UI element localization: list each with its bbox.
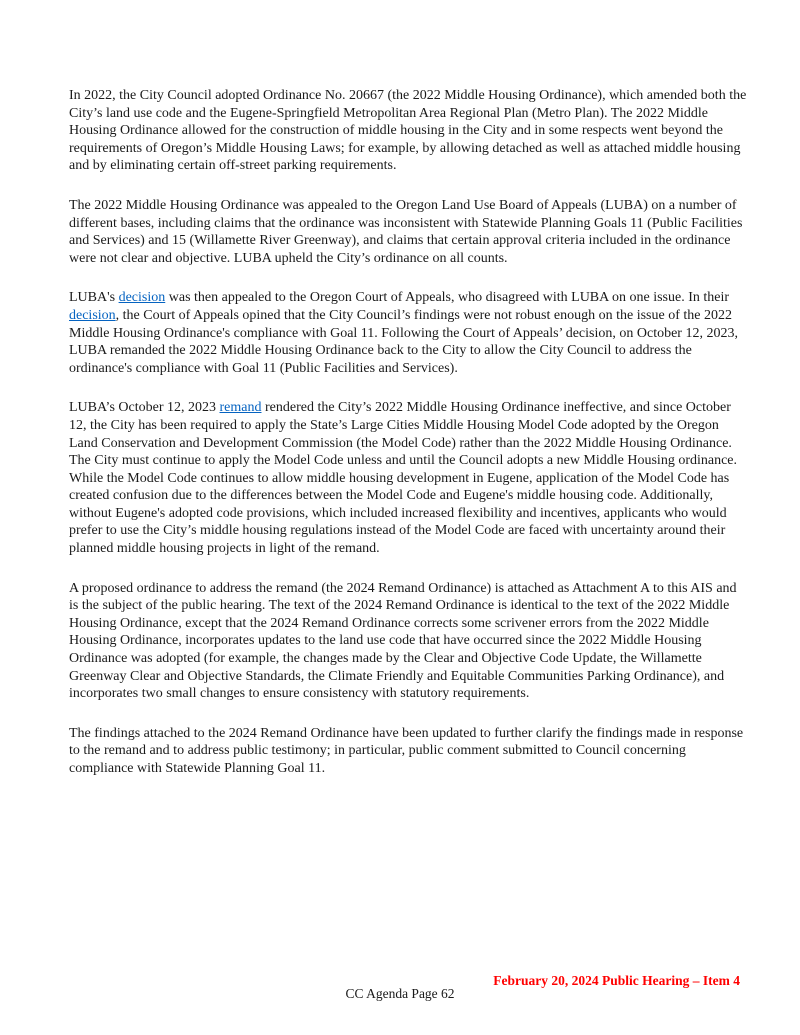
text-run: A proposed ordinance to address the remand (the 2024 Remand Ordinance) is attached as Attachment A to this AIS and is the subject of the public hearing. The text of the 2024 Remand Ordinance is identical to the text of the 2022 Middle Housing Ordinance, except that the 2024 Remand Ordinance corrects some scrivener errors from the 2022 Middle Housing Ordinance, incorporates updates to the land use code that have occurred since the 2022 Middle Housing Ordinance was adopted (for example, the changes made by the Clear and Objective Code Update, the Willamette Greenway Clear and Objective Standards, the Climate Friendly and Equitable Communities Parking Ordinance), and incorporates two small changes to ensure consistency with statutory requirements. bbox=[69, 580, 737, 702]
text-run: The 2022 Middle Housing Ordinance was appealed to the Oregon Land Use Board of Appeals (LUBA) on a number of different bases, including claims that the ordinance was inconsistent with Statewide Planning Goals 11 (Public Facilities and Services) and 15 (Willamette River Greenway), and claims that certain approval criteria included in the ordinance were not clear and objective. LUBA upheld the City’s ordinance on all counts. bbox=[69, 197, 743, 266]
paragraph-5 bbox=[69, 580, 747, 703]
text-run: In 2022, the City Council adopted Ordinance No. 20667 (the 2022 Middle Housing Ordinance), which amended both the City’s land use code and the Eugene-Springfield Metropolitan Area Regional Plan (Metro Plan). The 2022 Middle Housing Ordinance allowed for the construction of middle housing in the City and in some respects went beyond the requirements of Oregon’s Middle Housing Laws; for example, by allowing detached as well as attached middle housing and by eliminating certain off-street parking requirements. bbox=[69, 88, 747, 174]
luba-decision-link[interactable]: decision bbox=[118, 290, 166, 306]
court-of-appeals-decision-link[interactable]: decision bbox=[69, 307, 116, 323]
text-run: was then appealed to the Oregon Court of Appeals, who disagreed with LUBA on one issue. In their bbox=[165, 290, 730, 306]
text-run: , the Court of Appeals opined that the City Council’s findings were not robust enough on the issue of the 2022 Middle Housing Ordinance's compliance with Goal 11. Following the Court of Appeals’ decision, on October 12, 2023, LUBA remanded the 2022 Middle Housing Ordinance back to the City to allow the City Council to address the ordinance's compliance with Goal 11 (Public Facilities and Services). bbox=[69, 307, 738, 376]
text-run: LUBA's bbox=[69, 290, 119, 306]
paragraph-1 bbox=[69, 87, 747, 175]
footer-page-number: CC Agenda Page 62 bbox=[345, 986, 455, 1001]
paragraph-2 bbox=[69, 197, 747, 267]
paragraph-6 bbox=[69, 725, 747, 778]
paragraph-4 bbox=[69, 399, 747, 557]
text-run: LUBA’s October 12, 2023 bbox=[69, 400, 220, 416]
footer-hearing-info: February 20, 2024 Public Hearing – Item 4 bbox=[493, 973, 740, 988]
text-run: rendered the City’s 2022 Middle Housing Ordinance ineffective, and since October 12, the City has been required to apply the State’s Large Cities Middle Housing Model Code adopted by the Oregon Land Conservation and Development Commission (the Model Code) rather than the 2022 Middle Housing Ordinance. The City must continue to apply the Model Code unless and until the Council adopts a new Middle Housing ordinance. While the Model Code continues to allow middle housing development in Eugene, application of the Model Code has created confusion due to the differences between the Model Code and Eugene's middle housing code. Additionally, without Eugene's adopted code provisions, which included increased flexibility and incentives, applicants who would prefer to use the City’s middle housing regulations instead of the Model Code are faced with uncertainty around their planned middle housing projects in light of the remand. bbox=[69, 400, 738, 557]
text-run: The findings attached to the 2024 Remand Ordinance have been updated to further clarify the findings made in response to the remand and to address public testimony; in particular, public comment submitted to Council concerning compliance with Statewide Planning Goal 11. bbox=[69, 725, 744, 776]
document-text bbox=[69, 87, 747, 800]
remand-link[interactable]: remand bbox=[219, 400, 262, 416]
paragraph-3 bbox=[69, 289, 747, 377]
